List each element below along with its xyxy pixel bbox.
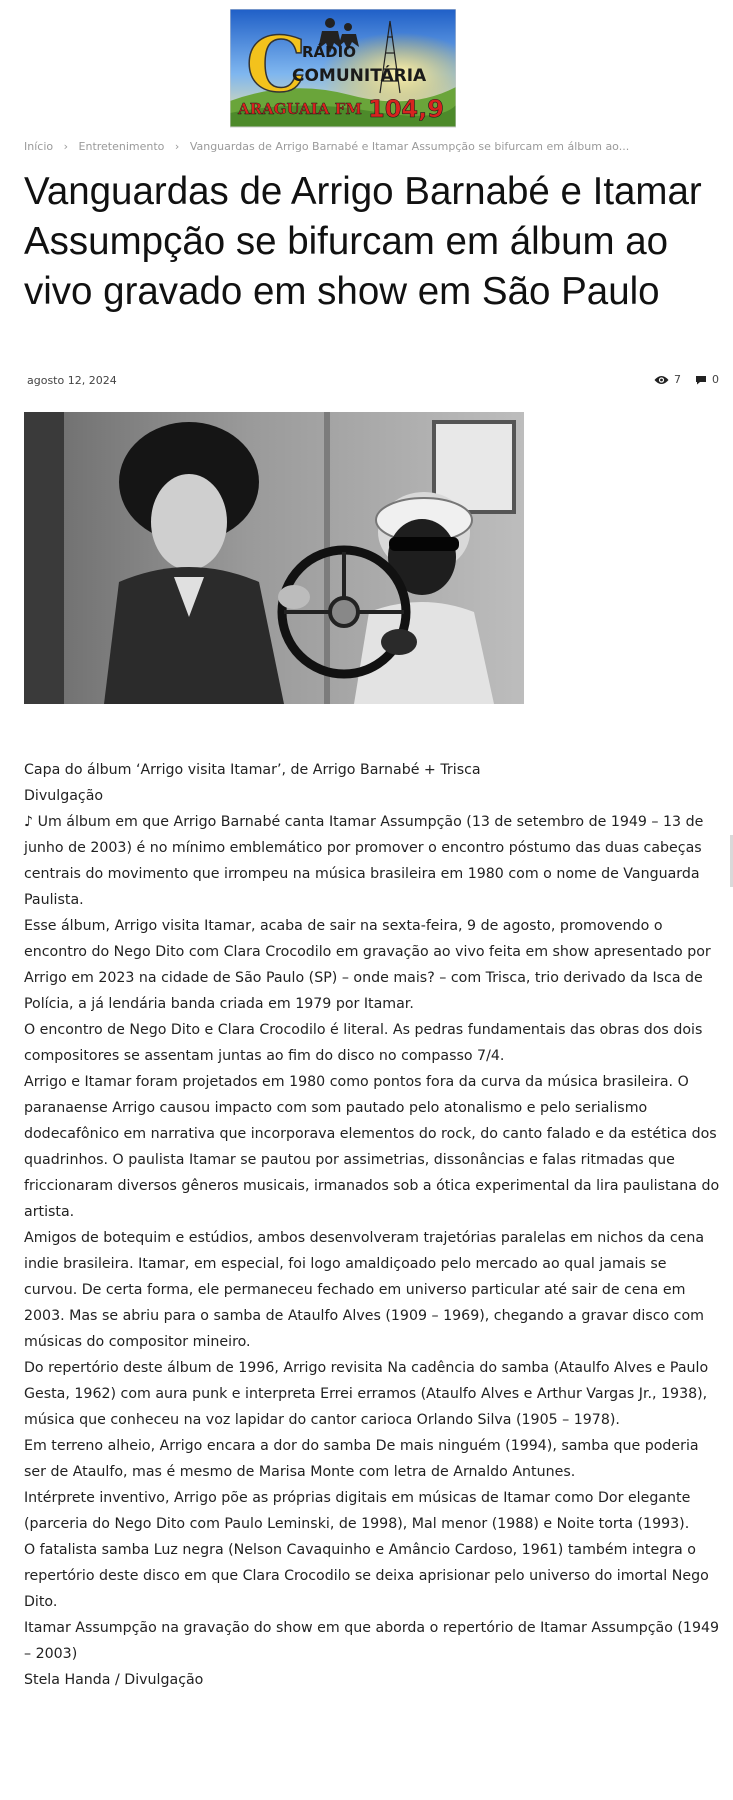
logo-frequency: 104,9 xyxy=(368,95,444,123)
views-count: 7 xyxy=(674,373,681,386)
image-credit: Stela Handa / Divulgação xyxy=(24,1672,204,1688)
logo-line1: RÁDIO xyxy=(302,43,356,61)
image-credit: Divulgação xyxy=(24,788,104,804)
site-logo[interactable] xyxy=(230,9,456,133)
views-counter xyxy=(654,373,681,386)
article-paragraph: O fatalista samba Luz negra (Nelson Cavaquinho e Amâncio Cardoso, 1961) também integra o repertório deste disco em que Clara Crocodilo se deixa aprisionar pelo universo do imortal Nego Dito. xyxy=(24,1542,709,1610)
article-paragraph: Esse álbum, Arrigo visita Itamar, acaba de sair na sexta-feira, 9 de agosto, promovendo o encontro do Nego Dito com Clara Crocodilo em gravação ao vivo feita em show apresentado por Arrigo em 2023 na cidade de São Paulo (SP) – onde mais? – com Trisca, trio derivado da Isca de Polícia, a já lendária banda criada em 1979 por Itamar. xyxy=(24,918,711,1012)
breadcrumb-category-link[interactable]: Entretenimento xyxy=(78,140,165,153)
article-paragraph: Arrigo e Itamar foram projetados em 1980 como pontos fora da curva da música brasileira. O paranaense Arrigo causou impacto com som pautado pelo atonalismo e pelo serialismo dodecafônico em narrativa que incorporava elementos do rock, do canto falado e da estética dos quadrinhos. O paulista Itamar se pautou por assimetrias, dissonâncias e falas ritmadas que friccionaram diversos gêneros musicais, irmanados sob a ótica experimental da lira paulistana do artista. xyxy=(24,1074,720,1220)
comments-count: 0 xyxy=(712,373,719,386)
article-paragraph: O encontro de Nego Dito e Clara Crocodilo é literal. As pedras fundamentais das obras dos dois compositores se assentam juntas ao fim do disco no compasso 7/4. xyxy=(24,1022,703,1064)
article-paragraph: ♪ Um álbum em que Arrigo Barnabé canta Itamar Assumpção (13 de setembro de 1949 – 13 de junho de 2003) é no mínimo emblemático por promover o encontro póstumo das duas cabeças centrais do movimento que irrompeu na música brasileira em 1980 com o nome de Vanguarda Paulista. xyxy=(24,814,704,908)
album-photo xyxy=(24,412,524,704)
logo-station: ARAGUAIA FM xyxy=(238,100,362,118)
comment-icon xyxy=(695,375,707,385)
article-paragraph: Amigos de botequim e estúdios, ambos desenvolveram trajetórias paralelas em nichos da cena indie brasileira. Itamar, em especial, foi logo amaldiçoado pelo mercado ao qual jamais se curvou. De certa forma, ele permaneceu fechado em universo particular até sair de cena em 2003. Mas se abriu para o samba de Ataulfo Alves (1909 – 1969), chegando a gravar disco com músicas do compositor mineiro. xyxy=(24,1230,705,1350)
article-title: Vanguardas de Arrigo Barnabé e Itamar Assumpção se bifurcam em álbum ao vivo gravado em show em São Paulo xyxy=(24,170,702,313)
image-caption: Capa do álbum ‘Arrigo visita Itamar’, de Arrigo Barnabé + Trisca xyxy=(24,762,481,778)
breadcrumb xyxy=(24,140,629,153)
chevron-right-icon: › xyxy=(174,140,180,153)
article-paragraph: Do repertório deste álbum de 1996, Arrigo revisita Na cadência do samba (Ataulfo Alves e Paulo Gesta, 1962) com aura punk e interpreta Errei erramos (Ataulfo Alves e Arthur Vargas Jr., 1938), música que conheceu na voz lapidar do cantor carioca Orlando Silva (1905 – 1978). xyxy=(24,1360,709,1428)
article-date: agosto 12, 2024 xyxy=(27,374,117,387)
breadcrumb-current: Vanguardas de Arrigo Barnabé e Itamar Assumpção se bifurcam em álbum ao... xyxy=(189,140,630,153)
article-body xyxy=(24,757,724,1693)
radio-logo-graphic xyxy=(230,9,456,133)
comments-counter[interactable] xyxy=(695,373,719,386)
image-caption: Itamar Assumpção na gravação do show em que aborda o repertório de Itamar Assumpção (1949 – 2003) xyxy=(24,1620,720,1662)
article-paragraph: Em terreno alheio, Arrigo encara a dor do samba De mais ninguém (1994), samba que poderia ser de Ataulfo, mas é mesmo de Marisa Monte com letra de Arnaldo Antunes. xyxy=(24,1438,699,1480)
article-hero-image xyxy=(24,412,524,704)
article-stats xyxy=(654,373,719,386)
eye-icon xyxy=(654,375,669,385)
svg-text:C: C xyxy=(246,20,307,109)
logo-line2: COMUNITÁRIA xyxy=(292,66,427,86)
breadcrumb-home-link[interactable]: Início xyxy=(24,140,54,153)
article-paragraph: Intérprete inventivo, Arrigo põe as próprias digitais em músicas de Itamar como Dor elegante (parceria do Nego Dito com Paulo Leminski, de 1998), Mal menor (1988) e Noite torta (1993). xyxy=(24,1490,691,1532)
chevron-right-icon: › xyxy=(63,140,69,153)
